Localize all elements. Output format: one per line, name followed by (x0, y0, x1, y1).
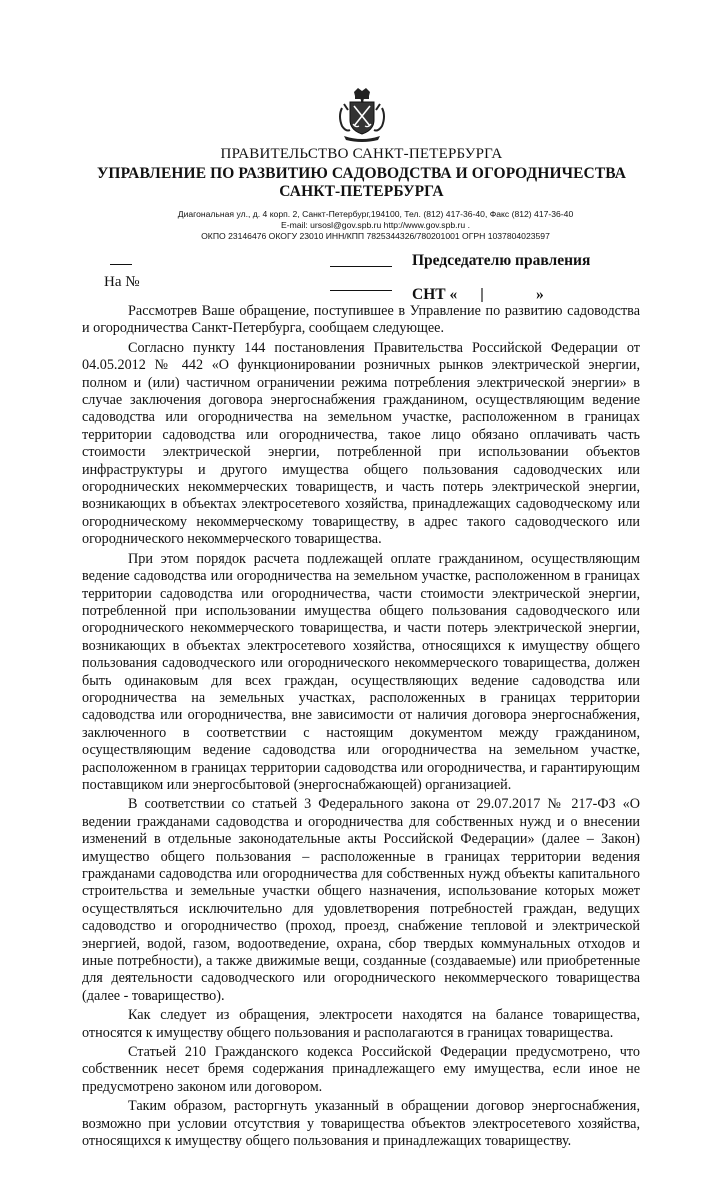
department-email-web: E-mail: ursosl@gov.spb.ru http://www.gov.spb.ru . (281, 220, 470, 230)
date-blank (330, 266, 392, 267)
body-paragraph: Статьей 210 Гражданского кодекса Российской Федерации предусмотрено, что собственник несет бремя содержания принадлежащего ему имущества, если иное не предусмотрено законом или договором. (82, 1044, 640, 1095)
body-paragraph: Таким образом, расторгнуть указанный в обращении договор энергоснабжения, возможно при условии отсутствия у товарищества объектов электросетевого хозяйства, относящихся к имуществу общего пользования и принадлежащих товариществу. (82, 1098, 640, 1150)
department-title-line2: САНКТ-ПЕТЕРБУРГА (279, 183, 444, 200)
department-registry-codes: ОКПО 23146476 ОКОГУ 23010 ИНН/КПП 7825344326/780201001 ОГРН 1037804023597 (201, 231, 550, 241)
coat-of-arms-icon (334, 86, 390, 144)
redacted-name-marker (481, 288, 483, 302)
body-paragraph: Рассмотрев Ваше обращение, поступившее в Управление по развитию садоводства и огородничества Санкт-Петербурга, сообщаем следующее. (82, 303, 640, 337)
department-title-line1: УПРАВЛЕНИЕ ПО РАЗВИТИЮ САДОВОДСТВА И ОГОРОДНИЧЕСТВА (96, 165, 627, 182)
reference-number-blank (330, 290, 392, 291)
snt-suffix: » (536, 286, 544, 303)
snt-prefix: СНТ « (412, 286, 458, 303)
body-paragraph: Как следует из обращения, электросети находятся на балансе товарищества, относятся к имуществу общего пользования и располагаются в границах товарищества. (82, 1007, 640, 1041)
addressee-title: Председателю правления (412, 252, 591, 269)
addressee-block (412, 251, 591, 303)
government-title: ПРАВИТЕЛЬСТВО САНКТ-ПЕТЕРБУРГА (220, 146, 503, 162)
letter-body (82, 303, 640, 1153)
body-paragraph: Согласно пункту 144 постановления Правительства Российской Федерации от 04.05.2012 № 442 «О функционировании розничных рынков электрической энергии, полном и (или) частичном ограничении режима потребления электрической энергии» в случае заключения договора энергоснабжения гражданином, осуществляющим ведение садоводства или огородничества на земельном участке, расположенном в границах территории садоводства или огородничества, такое лицо обязано оплачивать часть стоимости электрической энергии, потребленной при использовании объектов инфраструктуры и другого имущества общего пользования садоводческих или огороднических некоммерческих товариществ, и часть потерь электрической энергии, возникающих в объектах электросетевого хозяйства, принадлежащих садоводческому или огородническому некоммерческому товариществу, в адрес такого садоводческого или огороднического некоммерческого товарищества. (82, 339, 640, 548)
outgoing-number-blank (110, 264, 132, 265)
body-paragraph: В соответствии со статьей 3 Федерального закона от 29.07.2017 № 217-ФЗ «О ведении гражданами садоводства и огородничества для собственных нужд и о внесении изменений в отдельные законодательные акты Российской Федерации» (далее – Закон) имущество общего пользования – расположенные в границах территории ведения гражданами садоводства или огородничества для собственных нужд объекты капитального строительства и земельные участки общего назначения, использование которых может осуществляться исключительно для удовлетворения потребностей граждан, ведущих садоводство и огородничество (проход, проезд, снабжение тепловой и электрической энергией, водой, газом, водоотведение, охрана, сбор твердых коммунальных отходов и иные потребности), а также движимые вещи, созданные (создаваемые) или приобретенные для деятельности садоводческого или огороднического некоммерческого товарищества (далее - товарищество). (82, 796, 640, 1004)
body-paragraph: При этом порядок расчета подлежащей оплате гражданином, осуществляющим ведение садоводства или огородничества на земельном участке, расположенном в границах территории садоводства или огородничества, части стоимости электрической энергии, потребленной при использовании имущества общего пользования садоводческого или огороднического некоммерческого товарищества, и части потерь электрической энергии, возникающих в объектах электросетевого хозяйства, относящихся к имуществу общего пользования садоводческого или огороднического некоммерческого товарищества, должен быть одинаковым для всех граждан, осуществляющих ведение садоводства или огородничества на земельных участках, расположенных в границах территории садоводства или огородничества, вне зависимости от наличия договора энергоснабжения, заключенного в соответствии с настоящим документом между гражданином, осуществляющим ведение садоводства или огородничества на земельном участке, расположенном в границах территории садоводства или огородничества, и гарантирующим поставщиком или энергосбытовой (энергоснабжающей) организацией. (82, 550, 640, 793)
department-address: Диагональная ул., д. 4 корп. 2, Санкт-Петербург,194100, Тел. (812) 417-36-40, Факс (812) 417-36-40 (177, 209, 574, 219)
reference-label: На № (104, 274, 140, 290)
